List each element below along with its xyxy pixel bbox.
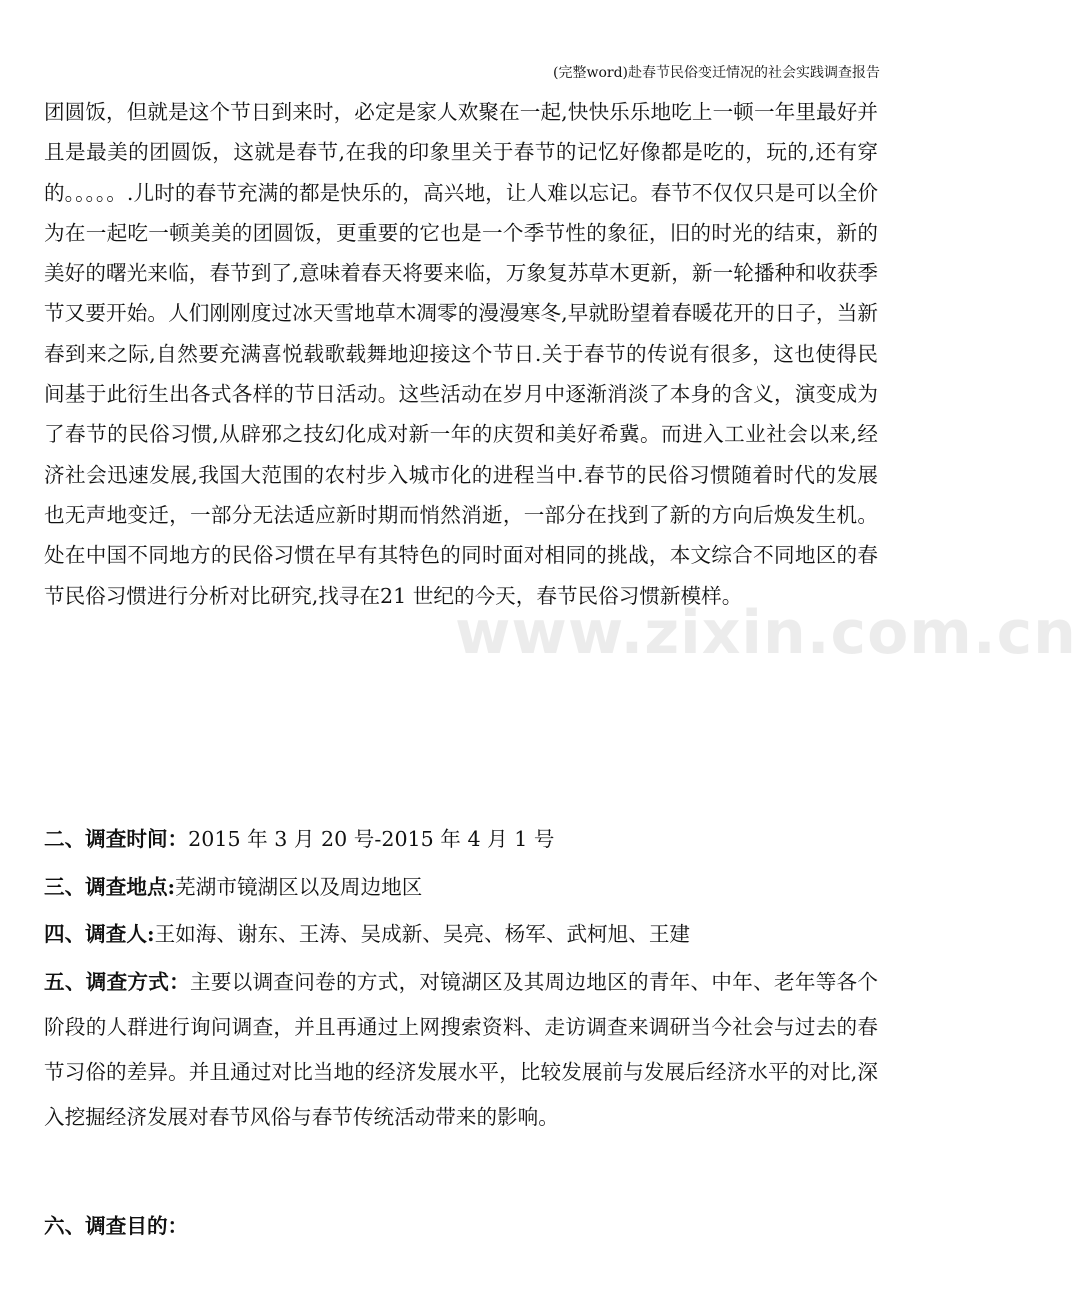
section-survey-location-label: 三、调查地点: bbox=[44, 875, 176, 899]
section-survey-people bbox=[44, 917, 690, 947]
section-survey-people-value: 王如海、谢东、王涛、吴成新、吴亮、杨军、武柯旭、王建 bbox=[154, 922, 691, 946]
section-survey-people-label: 四、调查人: bbox=[44, 922, 155, 946]
section-survey-time-value: 2015 年 3 月 20 号-2015 年 4 月 1 号 bbox=[188, 827, 555, 851]
section-survey-purpose-label: 六、调查目的： bbox=[44, 1214, 189, 1238]
watermark: www.zixin.com.cn bbox=[455, 598, 1077, 668]
section-survey-method-value: 主要以调查问卷的方式，对镜湖区及其周边地区的青年、中年、老年等各个阶段的人群进行询问调查，并且再通过上网搜索资料、走访调查来调研当今社会与过去的春节习俗的差异。并且通过对比当地的经济发展水平，比较发展前与发展后经济水平的对比,深入挖掘经济发展对春节风俗与春节传统活动带来的影响。 bbox=[44, 970, 879, 1129]
body-paragraph: 团圆饭，但就是这个节日到来时，必定是家人欢聚在一起,快快乐乐地吃上一顿一年里最好并且是最美的团圆饭，这就是春节,在我的印象里关于春节的记忆好像都是吃的，玩的,还有穿的。。。。。.儿时的春节充满的都是快乐的，高兴地，让人难以忘记。春节不仅仅只是可以全价为在一起吃一顿美美的团圆饭，更重要的它也是一个季节性的象征，旧的时光的结束，新的美好的曙光来临，春节到了,意味着春天将要来临，万象复苏草木更新，新一轮播种和收获季节又要开始。人们刚刚度过冰天雪地草木凋零的漫漫寒冬,早就盼望着春暖花开的日子，当新春到来之际,自然要充满喜悦载歌载舞地迎接这个节日.关于春节的传说有很多，这也使得民间基于此衍生出各式各样的节日活动。这些活动在岁月中逐渐消淡了本身的含义，演变成为了春节的民俗习惯,从辟邪之技幻化成对新一年的庆贺和美好希冀。而进入工业社会以来,经济社会迅速发展,我国大范围的农村步入城市化的进程当中.春节的民俗习惯随着时代的发展也无声地变迁，一部分无法适应新时期而悄然消逝，一部分在找到了新的方向后焕发生机。处在中国不同地方的民俗习惯在早有其特色的同时面对相同的挑战，本文综合不同地区的春节民俗习惯进行分析对比研究,找寻在21 世纪的今天，春节民俗习惯新模样。 bbox=[44, 100, 878, 608]
section-survey-time bbox=[44, 822, 554, 852]
running-header: (完整word)赴春节民俗变迁情况的社会实践调查报告 bbox=[553, 65, 880, 81]
section-survey-location bbox=[44, 870, 422, 900]
section-survey-method bbox=[44, 960, 878, 1140]
section-survey-purpose bbox=[44, 1209, 188, 1239]
section-survey-time-label: 二、调查时间： bbox=[44, 827, 189, 851]
section-survey-method-label: 五、调查方式： bbox=[44, 970, 190, 994]
section-survey-location-value: 芜湖市镜湖区以及周边地区 bbox=[175, 875, 423, 899]
